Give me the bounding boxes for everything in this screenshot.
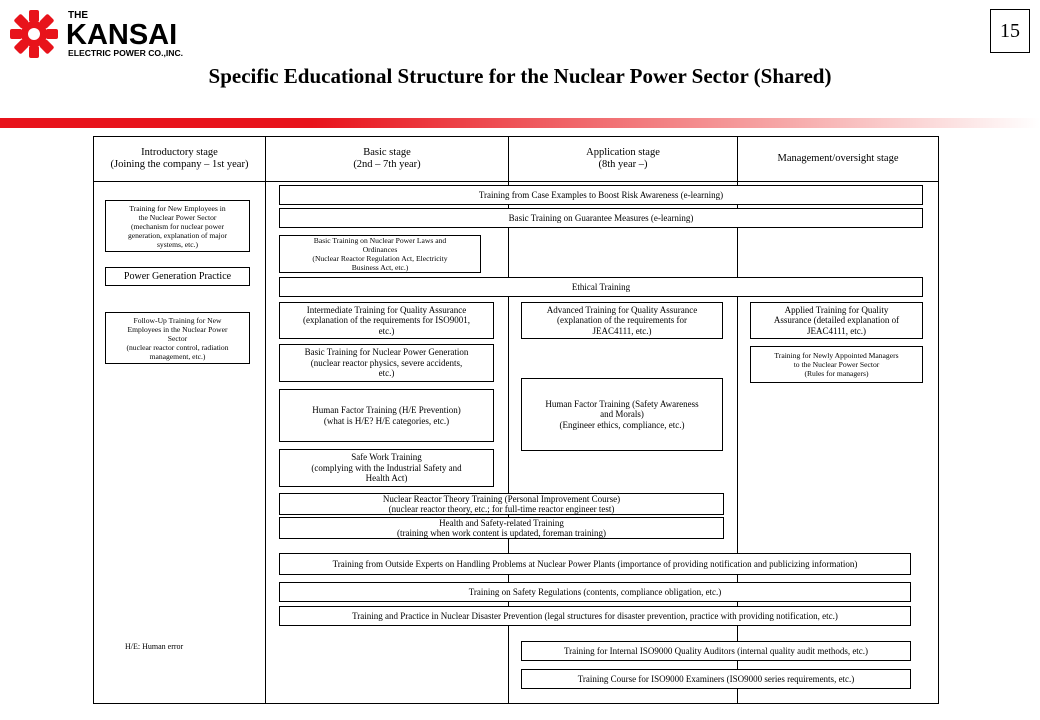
training-guarantee-measures: Basic Training on Guarantee Measures (e-learning) [279,208,923,228]
reactor-theory-training: Nuclear Reactor Theory Training (Personal Improvement Course) (nuclear reactor theory, etc.; for full-time reactor engineer test) [279,493,724,515]
logo-text-the: THE [68,10,88,21]
safe-work-training: Safe Work Training (complying with the Industrial Safety and Health Act) [279,449,494,487]
training-case-examples: Training from Case Examples to Boost Risk Awareness (e-learning) [279,185,923,205]
ethical-training: Ethical Training [279,277,923,297]
outside-experts-training: Training from Outside Experts on Handling Problems at Nuclear Power Plants (importance of providing notification and publicizing information) [279,553,911,575]
logo-gear-icon [10,10,58,58]
iso-examiners-training: Training Course for ISO9000 Examiners (ISO9000 series requirements, etc.) [521,669,911,689]
basic-generation-training: Basic Training for Nuclear Power Generation (nuclear reactor physics, severe accidents, etc.) [279,344,494,382]
column-divider [265,136,266,704]
column-header-basic: Basic stage (2nd – 7th year) [353,147,421,170]
disaster-prevention-training: Training and Practice in Nuclear Disaster Prevention (legal structures for disaster prevention, practice with providing notification, etc.) [279,606,911,626]
header-divider [0,118,1040,128]
training-new-employees: Training for New Employees in the Nuclear Power Sector (mechanism for nuclear power generation, explanation of major systems, etc.) [105,200,250,252]
page-number: 15 [990,9,1030,53]
qa-advanced-training: Advanced Training for Quality Assurance (explanation of the requirements for JEAC4111, etc.) [521,302,723,339]
column-header-management: Management/oversight stage [777,153,899,164]
column-header-application: Application stage (8th year –) [586,147,660,170]
health-safety-training: Health and Safety-related Training (training when work content is updated, foreman training) [279,517,724,539]
newly-appointed-managers-training: Training for Newly Appointed Managers to the Nuclear Power Sector (Rules for managers) [750,346,923,383]
qa-intermediate-training: Intermediate Training for Quality Assurance (explanation of the requirements for ISO9001, etc.) [279,302,494,339]
logo-text-company: ELECTRIC POWER CO.,INC. [68,48,184,58]
page-title: Specific Educational Structure for the Nuclear Power Sector (Shared) [208,64,832,88]
training-nuclear-laws: Basic Training on Nuclear Power Laws and Ordinances (Nuclear Reactor Regulation Act, Electricity Business Act, etc.) [279,235,481,273]
power-generation-practice: Power Generation Practice [105,267,250,286]
footnote: H/E: Human error [125,642,184,651]
safety-regulations-training: Training on Safety Regulations (contents, compliance obligation, etc.) [279,582,911,602]
qa-applied-training: Applied Training for Quality Assurance (detailed explanation of JEAC4111, etc.) [750,302,923,339]
internal-auditors-training: Training for Internal ISO9000 Quality Auditors (internal quality audit methods, etc.) [521,641,911,661]
logo-text-kansai: KANSAI [66,19,178,51]
column-header-introductory: Introductory stage (Joining the company – 1st year) [110,147,249,170]
human-factor-safety-training: Human Factor Training (Safety Awareness and Morals) (Engineer ethics, compliance, etc.) [521,378,723,451]
kansai-logo [6,5,206,60]
human-factor-prevention-training: Human Factor Training (H/E Prevention) (what is H/E? H/E categories, etc.) [279,389,494,442]
follow-up-training: Follow-Up Training for New Employees in the Nuclear Power Sector (nuclear reactor control, radiation management, etc.) [105,312,250,364]
header-row-divider [93,181,939,182]
